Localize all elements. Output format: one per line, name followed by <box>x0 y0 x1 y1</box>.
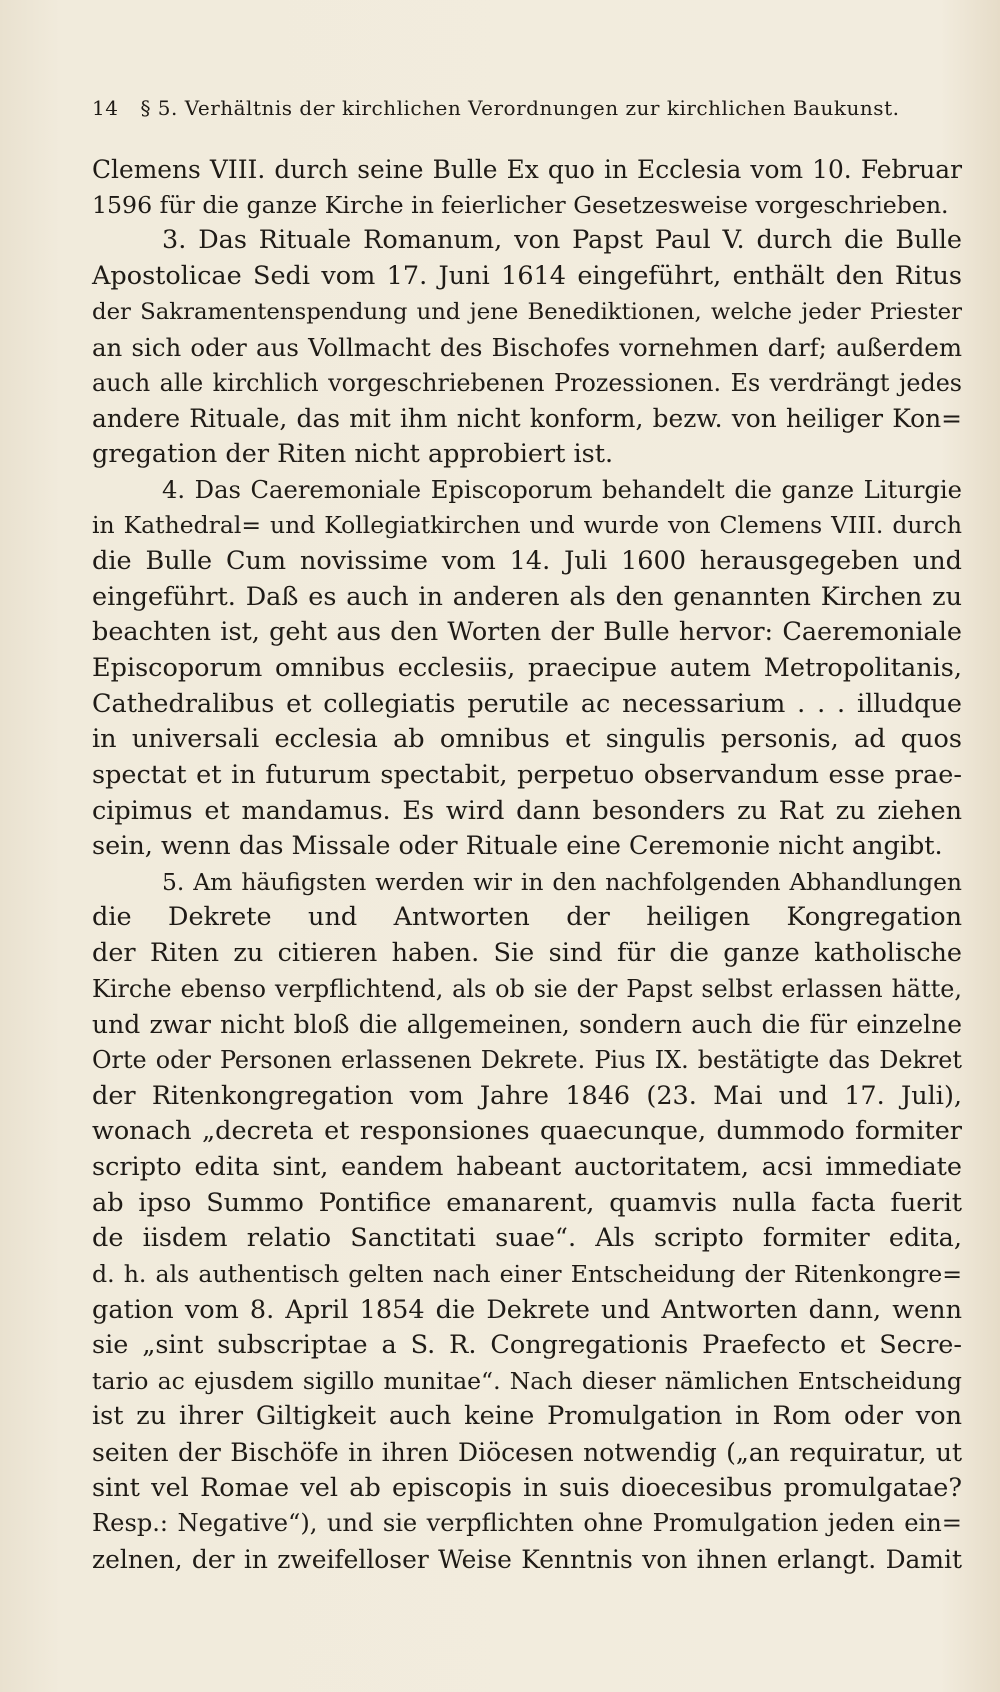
text-line: sein, wenn das Missale oder Rituale eine Ceremonie nicht angibt. <box>92 831 943 862</box>
text-line: Resp.: Negative“), und sie verpflichten ohne Promulgation jeden ein= <box>92 1509 962 1538</box>
text-line: Apostolicae Sedi vom 17. Juni 1614 eingeführt, enthält den Ritus <box>92 260 962 291</box>
text-line: ist zu ihrer Giltigkeit auch keine Promulgation in Rom oder von <box>92 1401 962 1432</box>
text-line: cipimus et mandamus. Es wird dann besonders zu Rat zu ziehen <box>92 795 962 826</box>
text-line: Cathedralibus et collegiatis perutile ac necessarium . . . illudque <box>92 688 962 719</box>
page-header <box>92 96 912 120</box>
page-number: 14 <box>92 96 119 120</box>
text-line: 4. Das Caeremoniale Episcoporum behandelt die ganze Liturgie <box>162 475 962 504</box>
text-line: an sich oder aus Vollmacht des Bischofes vornehmen darf; außerdem <box>92 333 962 363</box>
text-line: in universali ecclesia ab omnibus et singulis personis, ad quos <box>92 724 962 755</box>
text-line: wonach „decreta et responsiones quaecunque, dummodo formiter <box>92 1116 962 1147</box>
text-line: gregation der Riten nicht approbiert ist. <box>92 439 614 470</box>
text-line: seiten der Bischöfe in ihren Diöcesen notwendig („an requiratur, ut <box>92 1438 962 1468</box>
text-line: scripto edita sint, eandem habeant auctoritatem, acsi immediate <box>92 1151 962 1182</box>
text-line: und zwar nicht bloß die allgemeinen, sondern auch die für einzelne <box>92 1010 962 1040</box>
text-line: 1596 für die ganze Kirche in feierlicher Gesetzesweise vorgeschrieben. <box>92 190 949 219</box>
text-line: in Kathedral= und Kollegiatkirchen und wurde von Clemens VIII. durch <box>92 511 962 540</box>
text-line: Kirche ebenso verpflichtend, als ob sie der Papst selbst erlassen hätte, <box>92 974 962 1003</box>
text-line: die Bulle Cum novissime vom 14. Juli 1600 herausgegeben und <box>92 546 962 577</box>
text-line: die Dekrete und Antworten der heiligen Kongregation <box>92 902 962 933</box>
text-line: auch alle kirchlich vorgeschriebenen Prozessionen. Es verdrängt jedes <box>92 368 962 397</box>
text-line: tario ac ejusdem sigillo munitae“. Nach dieser nämlichen Entscheidung <box>92 1366 962 1395</box>
text-line: spectat et in futurum spectabit, perpetuo observandum esse prae- <box>92 759 962 790</box>
text-line: gation vom 8. April 1854 die Dekrete und Antworten dann, wenn <box>92 1294 962 1325</box>
text-line: beachten ist, geht aus den Worten der Bulle hervor: Caeremoniale <box>92 617 962 648</box>
text-line: Clemens VIII. durch seine Bulle Ex quo in Ecclesia vom 10. Februar <box>92 155 962 184</box>
text-line: Orte oder Personen erlassenen Dekrete. Pius IX. bestätigte das Dekret <box>92 1046 962 1075</box>
text-line: eingeführt. Daß es auch in anderen als den genannten Kirchen zu <box>92 581 962 612</box>
text-line: d. h. als authentisch gelten nach einer Entscheidung der Ritenkongre= <box>92 1259 962 1288</box>
body-text <box>92 152 962 1578</box>
text-line: Episcoporum omnibus ecclesiis, praecipue autem Metropolitanis, <box>92 652 962 683</box>
text-line: de iisdem relatio Sanctitati suae“. Als scripto formiter edita, <box>92 1223 962 1254</box>
text-line: der Ritenkongregation vom Jahre 1846 (23. Mai und 17. Juli), <box>92 1080 962 1111</box>
running-title: § 5. Verhältnis der kirchlichen Verordnungen zur kirchlichen Baukunst. <box>140 96 900 120</box>
text-line: zelnen, der in zweifelloser Weise Kenntnis von ihnen erlangt. Damit <box>92 1544 962 1574</box>
text-line: der Riten zu citieren haben. Sie sind für die ganze katholische <box>92 938 962 969</box>
text-line: sie „sint subscriptae a S. R. Congregationis Praefecto et Secre- <box>92 1330 962 1361</box>
text-line: der Sakramentenspendung und jene Benediktionen, welche jeder Priester <box>92 298 962 325</box>
text-line: 5. Am häufigsten werden wir in den nachfolgenden Abhandlungen <box>162 867 962 896</box>
text-line: ab ipso Summo Pontifice emanarent, quamvis nulla facta fuerit <box>92 1187 962 1218</box>
text-line: 3. Das Rituale Romanum, von Papst Paul V. durch die Bulle <box>162 225 962 256</box>
text-line: sint vel Romae vel ab episcopis in suis dioecesibus promulgatae? <box>92 1472 962 1503</box>
text-line: andere Rituale, das mit ihm nicht konform, bezw. von heiliger Kon= <box>92 404 962 434</box>
